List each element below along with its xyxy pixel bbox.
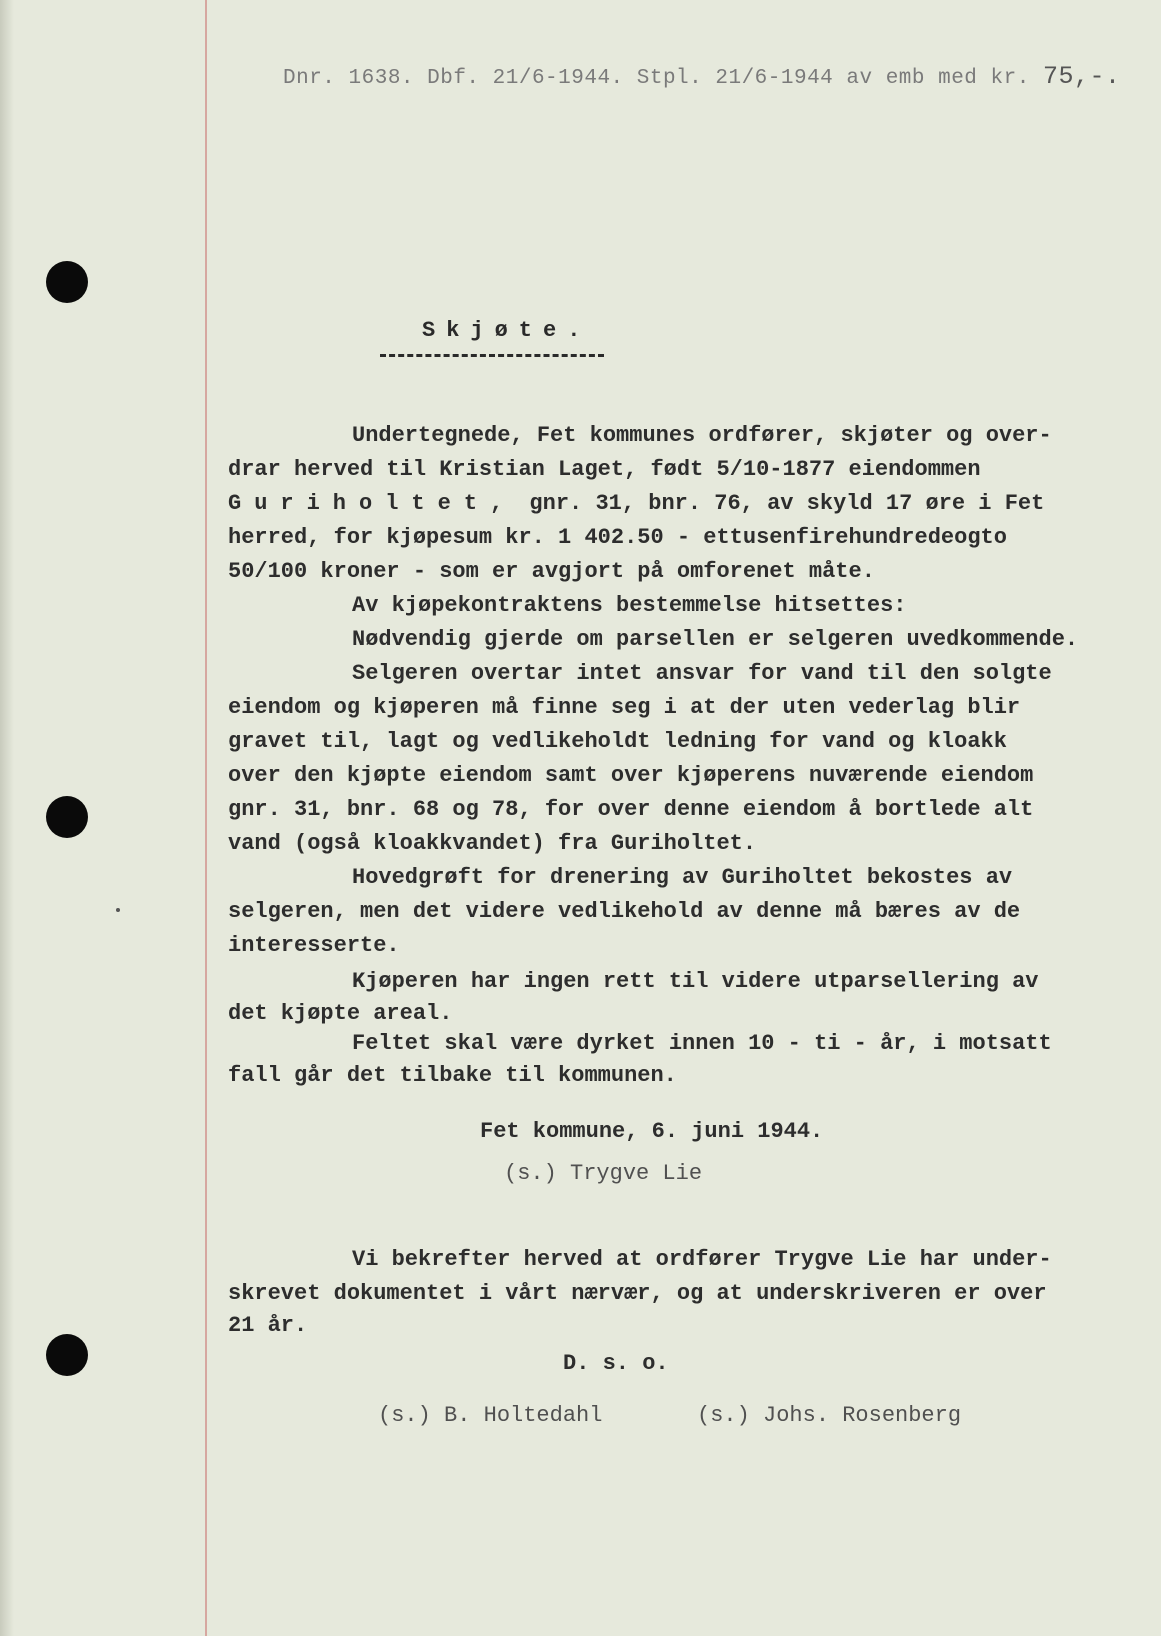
body-line: selgeren, men det videre vedlikehold av denne må bæres av de xyxy=(228,899,1021,924)
scan-edge xyxy=(0,0,14,1636)
body-line: eiendom og kjøperen må finne seg i at der uten vederlag blir xyxy=(228,695,1021,720)
registration-amount: 75,-. xyxy=(1042,62,1121,91)
body-line: Nødvendig gjerde om parsellen er selgeren uvedkommende. xyxy=(352,627,1079,652)
dso-closing: D. s. o. xyxy=(563,1351,669,1376)
witness-signature-2: (s.) Johs. Rosenberg xyxy=(697,1403,962,1428)
punch-hole-middle xyxy=(46,796,88,838)
body-line: fall går det tilbake til kommunen. xyxy=(228,1063,677,1088)
ink-dot xyxy=(116,908,120,912)
title-underline xyxy=(380,354,604,357)
confirmation-line: 21 år. xyxy=(228,1313,308,1338)
body-line: 50/100 kroner - som er avgjort på omforenet måte. xyxy=(228,559,875,584)
confirmation-line: Vi bekrefter herved at ordfører Trygve Lie har under- xyxy=(352,1247,1052,1272)
witness-signature-1: (s.) B. Holtedahl xyxy=(378,1403,603,1428)
body-line: Undertegnede, Fet kommunes ordfører, skjøter og over- xyxy=(352,423,1052,448)
body-line: det kjøpte areal. xyxy=(228,1001,453,1026)
body-line: Kjøperen har ingen rett til videre utparsellering av xyxy=(352,969,1039,994)
body-line: over den kjøpte eiendom samt over kjøperens nuværende eiendom xyxy=(228,763,1034,788)
place-date: Fet kommune, 6. juni 1944. xyxy=(480,1119,824,1144)
punch-hole-bottom xyxy=(46,1334,88,1376)
document-title: Skjøte. xyxy=(422,318,592,343)
body-line: herred, for kjøpesum kr. 1 402.50 - ettusenfirehundredeogto xyxy=(228,525,1007,550)
registration-text: Dnr. 1638. Dbf. 21/6-1944. Stpl. 21/6-1944 av emb med kr. xyxy=(283,67,1030,90)
body-line: vand (også kloakkvandet) fra Guriholtet. xyxy=(228,831,757,856)
body-line: Av kjøpekontraktens bestemmelse hitsettes: xyxy=(352,593,907,618)
body-line: gravet til, lagt og vedlikeholdt ledning for vand og kloakk xyxy=(228,729,1007,754)
mayor-signature: (s.) Trygve Lie xyxy=(504,1161,703,1186)
registration-header xyxy=(283,62,1120,91)
margin-line xyxy=(205,0,207,1636)
body-line: Selgeren overtar intet ansvar for vand til den solgte xyxy=(352,661,1052,686)
property-name: Guriholtet, xyxy=(228,491,517,516)
body-line: Hovedgrøft for drenering av Guriholtet bekostes av xyxy=(352,865,1013,890)
body-line: Feltet skal være dyrket innen 10 - ti - år, i motsatt xyxy=(352,1031,1052,1056)
confirmation-line: skrevet dokumentet i vårt nærvær, og at underskriveren er over xyxy=(228,1281,1047,1306)
punch-hole-top xyxy=(46,261,88,303)
body-line-rest: gnr. 31, bnr. 76, av skyld 17 øre i Fet xyxy=(516,491,1045,516)
body-line: interesserte. xyxy=(228,933,400,958)
body-line: drar herved til Kristian Laget, født 5/10-1877 eiendommen xyxy=(228,457,981,482)
body-line: gnr. 31, bnr. 68 og 78, for over denne eiendom å bortlede alt xyxy=(228,797,1034,822)
body-line xyxy=(228,493,1044,515)
